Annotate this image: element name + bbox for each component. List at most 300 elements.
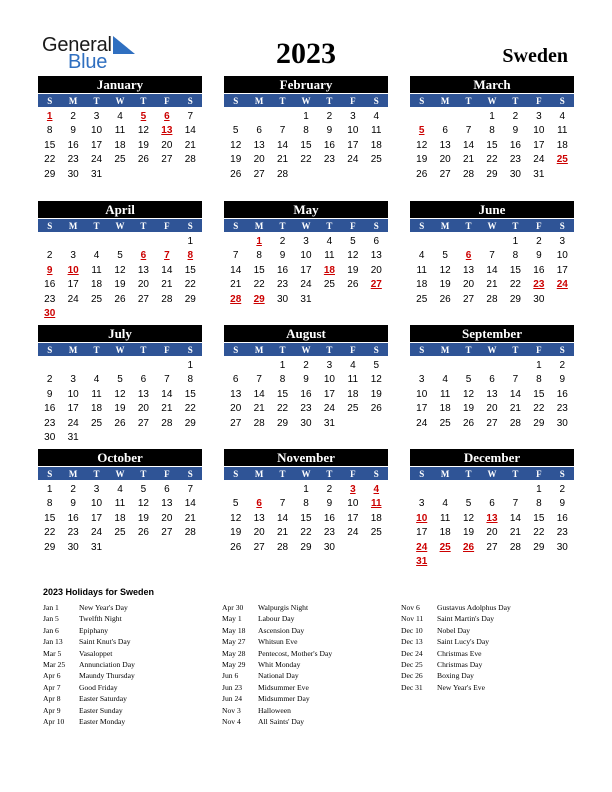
day-cell: 29	[44, 541, 56, 553]
day-cell: 17	[347, 139, 359, 151]
weekday-label: F	[164, 221, 170, 231]
weekday-label: S	[373, 221, 379, 231]
day-cell: 21	[184, 512, 196, 524]
month-october	[38, 449, 202, 555]
empty-cell	[132, 359, 155, 373]
day-grid	[38, 110, 202, 182]
holiday-row	[401, 670, 511, 681]
day-cell: 14	[184, 125, 196, 137]
day-cell: 30	[556, 541, 568, 553]
day-cell: 13	[463, 264, 475, 276]
day-cell: 11	[439, 512, 451, 524]
month-january	[38, 76, 202, 182]
holiday-row	[43, 613, 135, 624]
day-cell: 2	[512, 111, 519, 122]
day-cell: 4	[442, 374, 448, 386]
day-cell: 3	[93, 111, 100, 122]
day-cell: 28	[509, 417, 521, 429]
empty-cell	[85, 235, 108, 249]
weekday-label: F	[536, 345, 542, 355]
holiday-date-label: Dec 13	[401, 637, 423, 647]
day-cell: 20	[370, 264, 382, 276]
day-cell: 10	[347, 498, 359, 510]
holiday-name: Midsummer Day	[258, 694, 310, 704]
weekday-label: T	[93, 96, 100, 106]
weekday-label: S	[419, 469, 425, 479]
holiday-date: 24	[556, 279, 568, 291]
day-cell: 11	[439, 388, 451, 400]
weekday-label: T	[140, 96, 147, 106]
weekday-label: S	[187, 96, 193, 106]
day-cell: 14	[277, 139, 289, 151]
day-grid	[224, 359, 388, 431]
day-cell: 1	[187, 236, 194, 247]
day-cell: 30	[509, 168, 521, 180]
weekday-label: W	[487, 345, 497, 355]
holiday-name: Saint Lucy's Day	[437, 637, 489, 647]
holiday-date: 6	[140, 250, 147, 262]
day-cell: 26	[137, 154, 149, 166]
day-cell: 29	[277, 417, 289, 429]
day-cell: 3	[559, 236, 566, 247]
holiday-date: 10	[67, 264, 79, 276]
weekday-label: T	[512, 96, 519, 106]
day-cell: 31	[91, 168, 103, 180]
weekday-label: M	[68, 469, 78, 479]
day-cell: 23	[44, 293, 56, 305]
empty-cell	[410, 359, 433, 373]
day-cell: 27	[463, 293, 475, 305]
holiday-date-label: May 18	[222, 625, 246, 635]
day-cell: 9	[326, 498, 333, 510]
day-cell: 11	[91, 264, 102, 276]
holiday-row	[222, 716, 332, 727]
day-cell: 9	[559, 498, 566, 510]
holiday-date-label: May 28	[222, 648, 246, 658]
day-cell: 15	[184, 264, 196, 276]
holiday-name: New Year's Eve	[437, 682, 485, 692]
weekday-label: W	[301, 345, 311, 355]
day-cell: 10	[416, 388, 428, 400]
day-cell: 2	[46, 250, 53, 262]
day-cell: 17	[533, 139, 545, 151]
weekday-header	[38, 466, 202, 480]
day-cell: 4	[442, 498, 448, 510]
day-cell: 16	[556, 388, 568, 400]
day-cell: 26	[114, 417, 126, 429]
weekday-label: T	[326, 221, 333, 231]
holiday-date: 6	[465, 250, 472, 262]
holiday-date-label: Nov 6	[401, 603, 420, 612]
holiday-name: Halloween	[258, 705, 291, 715]
holiday-date-label: Jan 5	[43, 614, 59, 624]
weekday-label: S	[419, 221, 425, 231]
day-cell: 10	[533, 125, 545, 137]
month-name: April	[38, 201, 202, 218]
empty-cell	[247, 110, 270, 124]
holiday-date: 28	[230, 293, 242, 305]
weekday-label: F	[536, 96, 542, 106]
day-cell: 13	[486, 388, 498, 400]
holiday-date-label: Mar 25	[43, 659, 66, 669]
day-cell: 23	[556, 403, 568, 415]
holidays-title: 2023 Holidays for Sweden	[43, 587, 155, 597]
holiday-name: Christmas Eve	[437, 648, 482, 658]
day-cell: 14	[184, 498, 196, 510]
day-cell: 29	[509, 293, 521, 305]
day-cell: 28	[184, 154, 196, 166]
empty-cell	[155, 235, 178, 249]
day-cell: 9	[70, 125, 76, 137]
day-cell: 9	[70, 498, 76, 510]
day-cell: 5	[232, 125, 239, 137]
day-cell: 21	[463, 154, 475, 166]
day-grid	[410, 483, 574, 569]
weekday-header	[410, 342, 574, 356]
day-cell: 24	[91, 527, 103, 539]
day-cell: 21	[277, 527, 289, 539]
day-cell: 2	[303, 360, 309, 371]
month-name: February	[224, 76, 388, 93]
day-cell: 1	[46, 484, 53, 495]
day-cell: 23	[44, 417, 56, 429]
holiday-date-label: May 29	[222, 659, 246, 669]
day-cell: 31	[300, 293, 312, 305]
day-cell: 4	[418, 250, 425, 262]
day-cell: 21	[184, 139, 196, 151]
day-cell: 25	[114, 527, 126, 539]
day-cell: 14	[463, 139, 475, 151]
day-cell: 20	[486, 403, 498, 415]
day-cell: 27	[253, 168, 265, 180]
day-cell: 8	[536, 374, 542, 386]
weekday-label: S	[233, 469, 239, 479]
day-cell: 2	[559, 484, 566, 495]
empty-cell	[457, 235, 480, 249]
day-cell: 22	[253, 279, 265, 291]
day-cell: 25	[91, 293, 103, 305]
holiday-date-label: Jan 6	[43, 625, 59, 635]
holiday-row	[222, 670, 332, 681]
holiday-date-label: Dec 25	[401, 659, 423, 669]
day-cell: 15	[486, 139, 498, 151]
day-cell: 12	[137, 125, 149, 137]
day-cell: 13	[161, 498, 173, 510]
day-cell: 21	[161, 279, 173, 291]
day-cell: 1	[512, 236, 519, 247]
day-cell: 7	[512, 498, 519, 510]
brand-name-general: General	[42, 34, 112, 56]
holiday-date-label: May 27	[222, 637, 246, 647]
day-cell: 21	[230, 279, 242, 291]
day-cell: 19	[439, 279, 451, 291]
weekday-label: S	[373, 96, 379, 106]
holiday-name: Pentecost, Mother's Day	[258, 648, 333, 658]
day-cell: 22	[44, 154, 56, 166]
day-cell: 24	[91, 154, 103, 166]
empty-cell	[132, 235, 155, 249]
day-cell: 12	[463, 512, 475, 524]
holiday-date-label: Nov 11	[401, 614, 424, 624]
empty-cell	[504, 483, 527, 497]
weekday-header	[38, 93, 202, 107]
weekday-label: T	[512, 469, 519, 479]
day-cell: 3	[70, 250, 76, 262]
day-cell: 11	[114, 125, 126, 137]
day-cell: 29	[533, 541, 545, 553]
day-grid	[38, 483, 202, 555]
day-cell: 12	[230, 512, 242, 524]
day-grid	[38, 359, 202, 445]
day-cell: 29	[486, 168, 498, 180]
holiday-date-label: Jun 24	[222, 694, 243, 704]
day-cell: 18	[347, 388, 359, 400]
weekday-label: T	[279, 221, 286, 231]
month-june	[410, 201, 574, 307]
day-cell: 9	[46, 388, 53, 400]
day-cell: 25	[114, 154, 126, 166]
day-cell: 10	[91, 498, 103, 510]
empty-cell	[155, 359, 178, 373]
day-cell: 4	[117, 484, 123, 495]
day-cell: 30	[556, 417, 568, 429]
day-cell: 28	[509, 541, 521, 553]
holiday-date: 8	[187, 250, 194, 262]
holiday-row	[222, 625, 332, 636]
day-cell: 18	[416, 279, 428, 291]
day-cell: 30	[300, 417, 312, 429]
weekday-label: T	[465, 345, 472, 355]
day-cell: 28	[161, 417, 173, 429]
day-cell: 26	[230, 168, 242, 180]
holiday-name: Nobel Day	[437, 625, 471, 635]
weekday-label: S	[47, 345, 53, 355]
day-cell: 19	[347, 264, 359, 276]
day-cell: 24	[67, 293, 79, 305]
empty-cell	[271, 110, 294, 124]
day-cell: 16	[277, 264, 289, 276]
day-cell: 13	[439, 139, 451, 151]
country-name: Sweden	[502, 45, 568, 67]
holiday-date: 5	[140, 111, 147, 122]
month-august	[224, 325, 388, 431]
holiday-date-label: Apr 8	[43, 694, 61, 704]
day-cell: 28	[463, 168, 475, 180]
day-cell: 2	[536, 236, 542, 247]
day-cell: 26	[416, 168, 428, 180]
day-cell: 8	[187, 374, 194, 386]
holiday-row	[222, 602, 332, 613]
day-cell: 13	[253, 139, 265, 151]
holiday-name: Midsummer Eve	[258, 682, 309, 692]
day-cell: 16	[556, 512, 568, 524]
day-cell: 31	[67, 431, 79, 443]
day-cell: 25	[347, 403, 359, 415]
day-cell: 2	[279, 236, 286, 247]
day-cell: 15	[533, 512, 545, 524]
day-cell: 1	[536, 484, 542, 495]
holiday-row	[401, 659, 511, 670]
day-cell: 14	[230, 264, 242, 276]
day-cell: 25	[439, 417, 451, 429]
day-cell: 20	[253, 154, 265, 166]
weekday-label: W	[487, 469, 497, 479]
empty-cell	[410, 483, 433, 497]
empty-cell	[433, 110, 456, 124]
holiday-date: 11	[370, 498, 382, 510]
day-cell: 15	[44, 139, 56, 151]
holiday-row	[222, 648, 332, 659]
weekday-label: T	[465, 469, 472, 479]
day-cell: 3	[93, 484, 100, 495]
holiday-date: 18	[323, 264, 335, 276]
day-cell: 26	[439, 293, 451, 305]
day-cell: 8	[256, 250, 262, 262]
day-cell: 18	[91, 403, 103, 415]
day-cell: 31	[323, 417, 335, 429]
day-cell: 27	[486, 417, 498, 429]
day-cell: 21	[253, 403, 265, 415]
day-cell: 28	[184, 527, 196, 539]
day-cell: 22	[509, 279, 521, 291]
weekday-label: T	[93, 345, 100, 355]
day-cell: 10	[556, 250, 568, 262]
month-september	[410, 325, 574, 431]
day-cell: 17	[416, 403, 428, 415]
day-cell: 6	[140, 374, 147, 386]
day-cell: 3	[70, 374, 76, 386]
day-cell: 4	[117, 111, 123, 122]
weekday-label: W	[301, 96, 311, 106]
weekday-label: M	[254, 221, 264, 231]
day-cell: 22	[277, 403, 289, 415]
day-cell: 6	[442, 125, 448, 137]
holiday-date: 1	[256, 236, 262, 247]
day-cell: 23	[67, 154, 79, 166]
weekday-label: S	[187, 345, 193, 355]
month-march	[410, 76, 574, 182]
day-cell: 5	[442, 250, 448, 262]
day-cell: 10	[67, 388, 79, 400]
month-name: November	[224, 449, 388, 466]
holiday-column	[43, 602, 135, 727]
month-february	[224, 76, 388, 182]
day-cell: 29	[300, 541, 312, 553]
day-cell: 21	[486, 279, 498, 291]
day-cell: 19	[463, 527, 475, 539]
day-cell: 13	[370, 250, 382, 262]
day-cell: 2	[326, 484, 333, 495]
day-cell: 5	[232, 498, 239, 510]
holiday-date: 13	[161, 125, 173, 137]
day-cell: 19	[114, 279, 126, 291]
day-cell: 26	[370, 403, 382, 415]
empty-cell	[38, 359, 61, 373]
day-cell: 17	[347, 512, 359, 524]
holiday-name: Saint Knut's Day	[79, 637, 131, 647]
holiday-name: Twelfth Night	[79, 614, 122, 624]
day-cell: 25	[323, 279, 335, 291]
empty-cell	[108, 235, 131, 249]
holiday-date-label: Apr 10	[43, 716, 65, 726]
day-cell: 8	[279, 374, 286, 386]
day-cell: 11	[114, 498, 126, 510]
month-name: January	[38, 76, 202, 93]
day-cell: 22	[44, 527, 56, 539]
day-cell: 15	[253, 264, 265, 276]
day-cell: 11	[557, 125, 568, 137]
day-cell: 30	[277, 293, 289, 305]
brand-name-blue: Blue	[68, 51, 108, 73]
day-cell: 27	[253, 541, 265, 553]
holiday-date: 9	[46, 264, 53, 276]
empty-cell	[85, 359, 108, 373]
weekday-label: W	[115, 96, 125, 106]
weekday-label: S	[559, 96, 565, 106]
day-cell: 12	[137, 498, 149, 510]
day-cell: 15	[277, 388, 289, 400]
weekday-label: M	[440, 345, 450, 355]
day-cell: 16	[44, 403, 56, 415]
day-cell: 31	[533, 168, 545, 180]
holiday-row	[222, 613, 332, 624]
weekday-label: F	[350, 221, 356, 231]
day-cell: 22	[486, 154, 498, 166]
day-cell: 23	[300, 403, 312, 415]
day-cell: 6	[256, 125, 262, 137]
weekday-label: T	[279, 469, 286, 479]
day-cell: 26	[463, 417, 475, 429]
day-cell: 7	[187, 111, 194, 122]
day-cell: 22	[533, 527, 545, 539]
month-name: July	[38, 325, 202, 342]
day-cell: 31	[91, 541, 103, 553]
day-grid	[224, 110, 388, 182]
empty-cell	[271, 483, 294, 497]
day-cell: 8	[536, 498, 542, 510]
holiday-date: 6	[256, 498, 262, 510]
month-july	[38, 325, 202, 445]
day-cell: 17	[416, 527, 428, 539]
holiday-date-label: Nov 3	[222, 705, 241, 715]
day-cell: 1	[489, 111, 495, 122]
holiday-row	[222, 693, 332, 704]
day-cell: 13	[253, 512, 265, 524]
holiday-name: Maundy Thursday	[79, 671, 135, 681]
weekday-label: S	[187, 469, 193, 479]
holiday-date: 13	[486, 512, 498, 524]
holiday-date: 1	[46, 111, 53, 122]
weekday-label: T	[279, 96, 286, 106]
holiday-row	[401, 636, 511, 647]
day-cell: 29	[184, 417, 196, 429]
weekday-label: F	[350, 96, 356, 106]
holiday-name: Saint Martin's Day	[437, 614, 495, 624]
day-cell: 18	[91, 279, 103, 291]
holiday-date-label: May 1	[222, 614, 242, 624]
weekday-label: F	[164, 345, 170, 355]
day-cell: 5	[465, 374, 472, 386]
day-cell: 11	[416, 264, 427, 276]
day-cell: 24	[533, 154, 545, 166]
day-cell: 12	[114, 264, 126, 276]
day-cell: 19	[230, 154, 242, 166]
weekday-label: T	[93, 221, 100, 231]
day-cell: 14	[509, 512, 521, 524]
day-cell: 4	[93, 250, 100, 262]
empty-cell	[433, 359, 456, 373]
weekday-label: M	[440, 469, 450, 479]
